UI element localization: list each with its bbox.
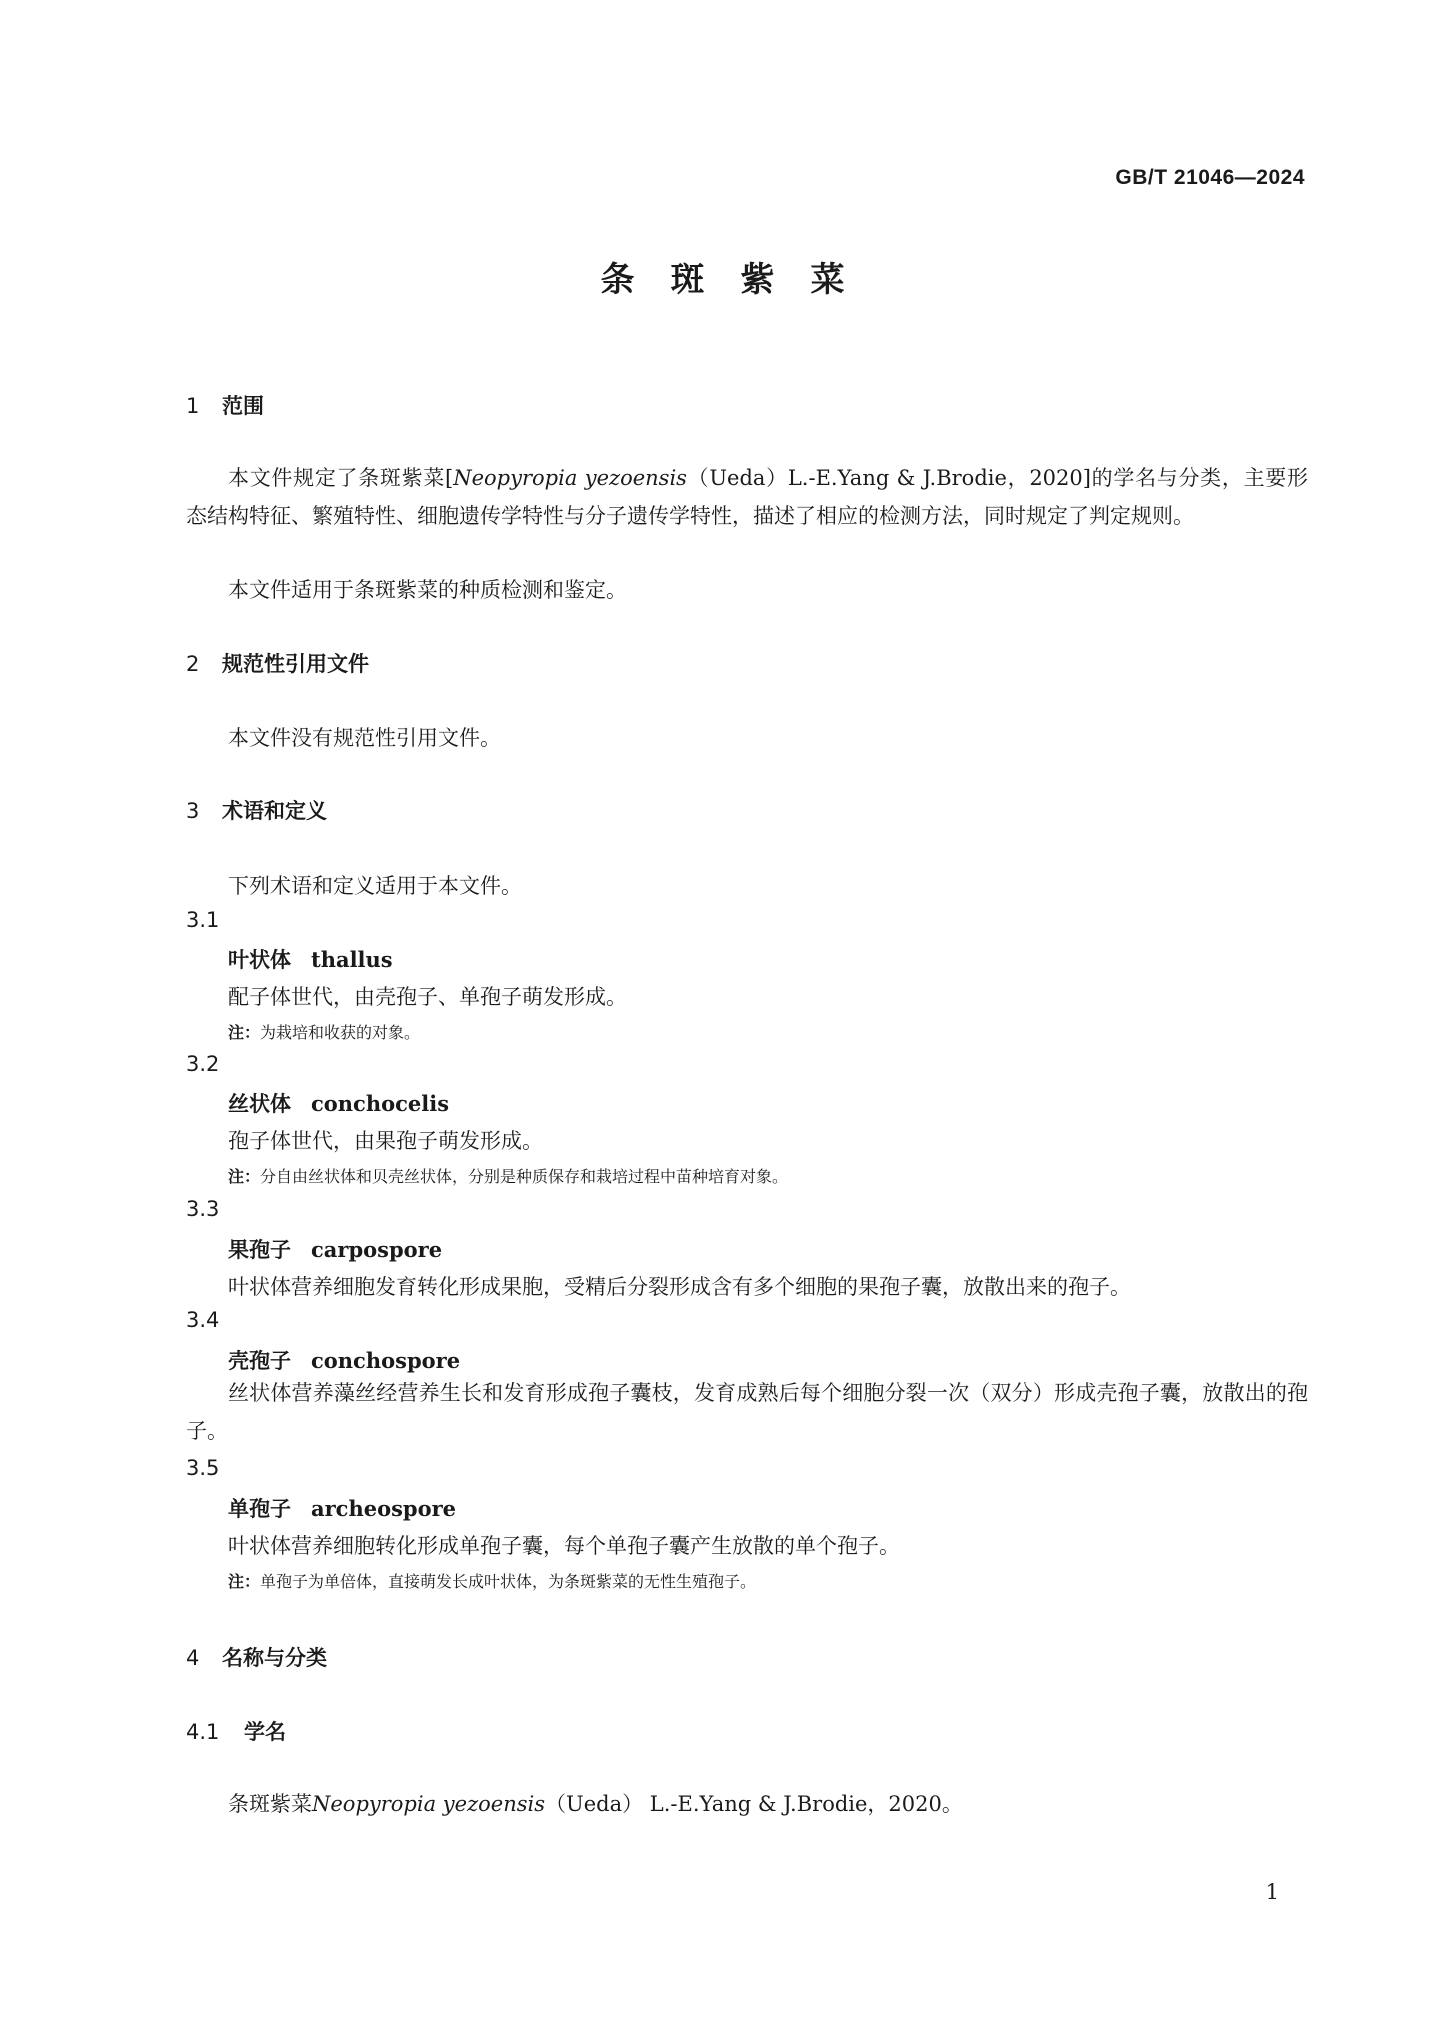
term-definition: 叶状体营养细胞转化形成单孢子囊，每个单孢子囊产生放散的单个孢子。 — [228, 1534, 900, 1558]
term-number: 3.1 — [186, 908, 220, 932]
term-number: 3.2 — [186, 1052, 220, 1076]
scientific-name: Neopyropia yezoensis — [453, 466, 687, 490]
page-number: 1 — [1265, 1880, 1279, 1904]
section-title: 术语和定义 — [222, 799, 327, 823]
term-title — [228, 944, 393, 974]
note-text: 为栽培和收获的对象。 — [260, 1023, 421, 1042]
term-definition: 配子体世代，由壳孢子、单孢子萌发形成。 — [228, 985, 627, 1009]
section-4-heading — [186, 1642, 327, 1672]
section-title: 学名 — [244, 1720, 286, 1744]
term-note — [228, 1020, 420, 1043]
text-run: 本文件规定了条斑紫菜[ — [228, 466, 454, 490]
term-cn: 壳孢子 — [228, 1349, 291, 1373]
text-run: 条斑紫菜 — [228, 1792, 312, 1816]
term-number: 3.5 — [186, 1456, 220, 1480]
section-title: 名称与分类 — [222, 1646, 327, 1670]
term-definition: 孢子体世代，由果孢子萌发形成。 — [228, 1129, 543, 1153]
term-number: 3.4 — [186, 1308, 220, 1332]
term-note — [228, 1569, 756, 1592]
term-definition: 丝状体营养藻丝经营养生长和发育形成孢子囊枝，发育成熟后每个细胞分裂一次（双分）形成壳孢子囊，放散出的孢子。 — [186, 1381, 1308, 1443]
section-number: 4.1 — [186, 1720, 220, 1744]
note-text: 分自由丝状体和贝壳丝状体，分别是种质保存和栽培过程中苗种培育对象。 — [260, 1167, 789, 1186]
note-label: 注： — [228, 1572, 261, 1591]
term-en: archeospore — [311, 1496, 457, 1521]
section-number: 3 — [186, 799, 200, 823]
scientific-name: Neopyropia yezoensis — [312, 1792, 546, 1816]
scope-paragraph — [186, 459, 1308, 535]
note-text: 单孢子为单倍体，直接萌发长成叶状体，为条斑紫菜的无性生殖孢子。 — [260, 1572, 757, 1591]
term-title — [228, 1088, 449, 1118]
term-title — [228, 1345, 460, 1375]
subsection-4-1-heading — [186, 1716, 286, 1746]
term-cn: 单孢子 — [228, 1497, 291, 1521]
term-cn: 叶状体 — [228, 948, 291, 972]
scope-applicability: 本文件适用于条斑紫菜的种质检测和鉴定。 — [228, 578, 627, 602]
document-title: 条斑紫菜 — [600, 260, 881, 300]
term-title — [228, 1234, 442, 1264]
term-number: 3.3 — [186, 1197, 220, 1221]
text-run: （Ueda） L.-E.Yang & J.Brodie，2020。 — [545, 1792, 963, 1816]
term-en: conchocelis — [311, 1091, 450, 1116]
term-cn: 果孢子 — [228, 1238, 291, 1262]
term-title — [228, 1493, 456, 1523]
section-1-heading — [186, 390, 264, 420]
term-cn: 丝状体 — [228, 1092, 291, 1116]
standard-code: GB/T 21046—2024 — [1115, 166, 1305, 189]
section-number: 1 — [186, 394, 200, 418]
normative-references-text: 本文件没有规范性引用文件。 — [228, 726, 501, 750]
term-en: thallus — [311, 947, 393, 972]
term-en: carpospore — [311, 1237, 443, 1262]
scientific-name-paragraph — [228, 1788, 963, 1818]
section-number: 4 — [186, 1646, 200, 1670]
section-number: 2 — [186, 652, 200, 676]
term-note — [228, 1164, 788, 1187]
section-title: 范围 — [222, 394, 264, 418]
term-en: conchospore — [311, 1348, 461, 1373]
terms-intro: 下列术语和定义适用于本文件。 — [228, 874, 522, 898]
note-label: 注： — [228, 1023, 261, 1042]
text-run: （Ueda）L.-E.Yang & J.Brodie，2020]的学名与分类，主要形态结构特征、繁殖特性、细胞遗传学特性与分子遗传学特性，描述了相应的检测方法，同时规定了判定规则。 — [186, 466, 1308, 528]
note-label: 注： — [228, 1167, 261, 1186]
section-3-heading — [186, 795, 327, 825]
section-title: 规范性引用文件 — [222, 652, 369, 676]
section-2-heading — [186, 648, 369, 678]
term-definition: 叶状体营养细胞发育转化形成果胞，受精后分裂形成含有多个细胞的果孢子囊，放散出来的孢子。 — [228, 1275, 1131, 1299]
